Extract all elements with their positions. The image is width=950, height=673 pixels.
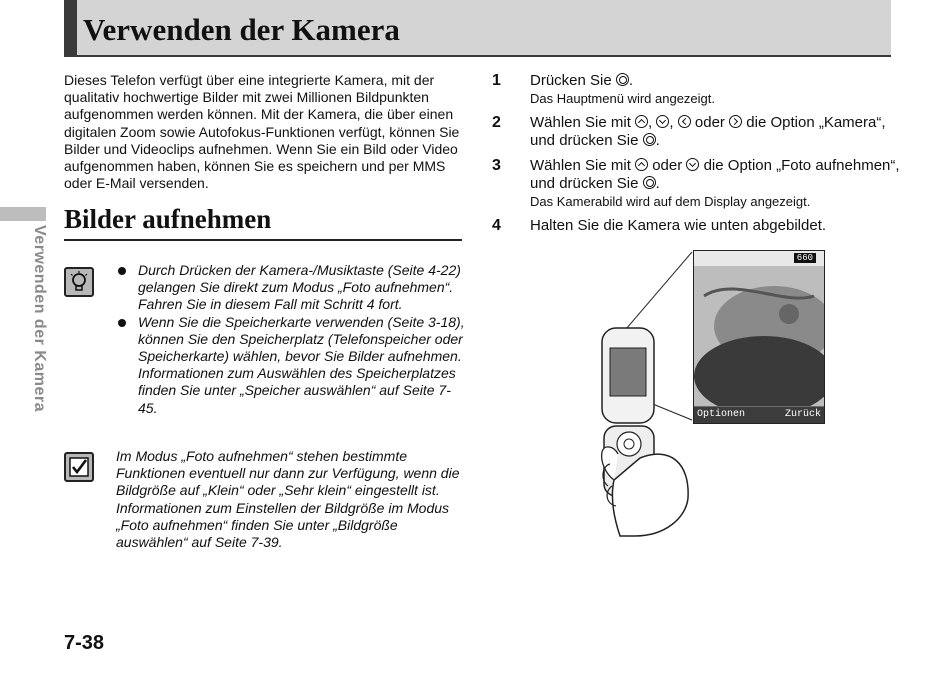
lightbulb-hint-icon <box>64 267 94 297</box>
nav-left-icon <box>678 115 691 128</box>
center-key-icon <box>643 133 656 146</box>
step-number: 3 <box>492 157 501 174</box>
step-number: 2 <box>492 114 501 131</box>
step-1: 1 Drücken Sie . Das Hauptmenü wird angezeigt. <box>490 72 910 107</box>
nav-down-icon <box>656 115 669 128</box>
softkey-bar <box>694 407 824 423</box>
intro-text <box>64 72 464 192</box>
softkey-left: Optionen <box>697 409 746 420</box>
bullet-icon <box>118 267 126 275</box>
section-title: Bilder aufnehmen <box>64 204 462 241</box>
chapter-side-tab <box>0 207 46 437</box>
center-key-icon <box>616 73 629 86</box>
tip-item: Durch Drücken der Kamera-/Musiktaste (Seite 4-22) gelangen Sie direkt zum Modus „Foto aufnehmen“. Fahren Sie in diesem Fall mit Schritt 4 fort. <box>116 262 466 314</box>
nav-up-icon <box>635 115 648 128</box>
page-number: 7-38 <box>64 632 105 654</box>
side-tab-bar <box>0 207 46 221</box>
nav-right-icon <box>729 115 742 128</box>
step-number: 4 <box>492 217 501 234</box>
step-4: 4 Halten Sie die Kamera wie unten abgebildet. <box>492 217 827 234</box>
step-result: Das Hauptmenü wird angezeigt. <box>530 91 715 106</box>
page-title: Verwenden der Kamera <box>83 12 400 47</box>
step-3: 3 Wählen Sie mit oder die Option „Foto aufnehmen“, und drücken Sie . Das Kamerabild wird auf dem Display angezeigt. <box>490 157 910 210</box>
nav-down-icon <box>686 158 699 171</box>
tips-list <box>116 262 466 417</box>
checkmark-note-icon <box>64 452 94 482</box>
center-key-icon <box>643 176 656 189</box>
photo-counter: 660 <box>794 253 816 263</box>
step-result: Das Kamerabild wird auf dem Display angezeigt. <box>530 194 811 209</box>
softkey-right: Zurück <box>784 409 821 420</box>
viewfinder-image <box>694 266 824 406</box>
tip-item: Wenn Sie die Speicherkarte verwenden (Seite 3-18), können Sie den Speicherplatz (Telefonspeicher oder Speicherkarte) wählen, bevor Sie Bilder aufnehmen. Informationen zum Auswählen des Speicherplatzes finden Sie unter „Speicher auswählen“ auf Seite 7-45. <box>116 314 466 417</box>
status-bar <box>694 251 824 267</box>
intro-paragraph: Dieses Telefon verfügt über eine integrierte Kamera, mit der qualitativ hochwertige Bilder mit zwei Millionen Bildpunkten aufgenommen werden können. Mit der Kamera, die über einen digitalen Zoom sowie Autofokus-Funktionen verfügt, können Sie Bilder und Videoclips aufnehmen. Wenn Sie ein Bild oder Video aufgenommen haben, können Sie es speichern und per MMS oder E-Mail versenden. <box>64 72 460 192</box>
camera-display <box>693 250 825 424</box>
step-2: 2 Wählen Sie mit , , oder die Option „Kamera“, und drücken Sie . <box>492 114 886 149</box>
nav-up-icon <box>635 158 648 171</box>
side-tab-label: Verwenden der Kamera <box>31 225 48 412</box>
bullet-icon <box>118 319 126 327</box>
note-text: Im Modus „Foto aufnehmen“ stehen bestimmte Funktionen eventuell nur dann zur Verfügung, wenn die Bildgröße auf „Klein“ oder „Sehr klein“ eingestellt ist. Informationen zum Einstellen der Bildgröße im Modus „Foto aufnehmen“ finden Sie unter „Bildgröße auswählen“ auf Seite 7-39. <box>116 448 460 551</box>
page-header <box>64 0 891 57</box>
steps-list <box>490 72 910 242</box>
step-number: 1 <box>492 72 501 89</box>
